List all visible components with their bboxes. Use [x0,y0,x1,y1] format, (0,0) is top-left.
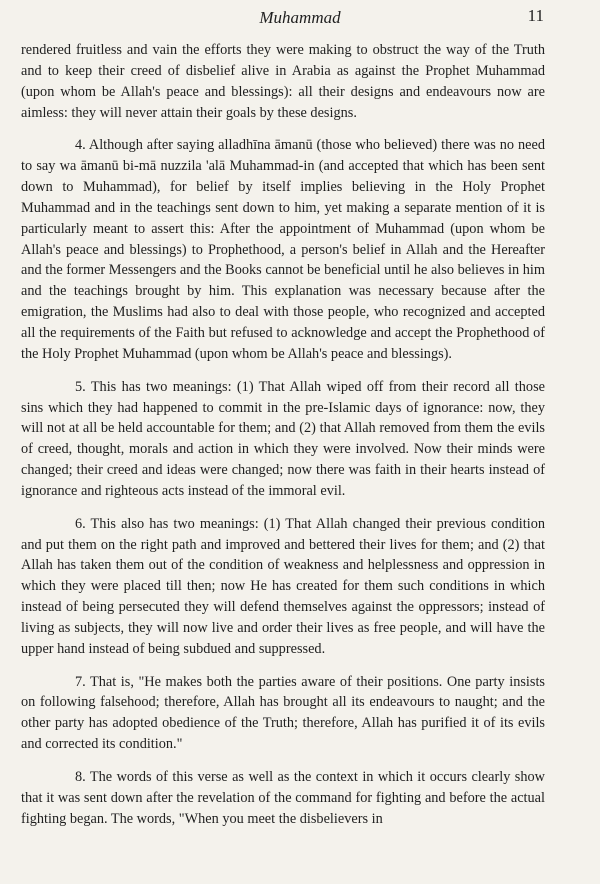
paragraph-continuation: rendered fruitless and vain the efforts they were making to obstruct the way of the Truth and to keep their creed of disbelief alive in Arabia as against the Prophet Muhammad (upon whom be Allah's peace and blessings): all their designs and endeavours now are aimless: they will never attain their goals by these designs. [21,42,545,121]
note-4-paragraph: 4. Although after saying alladhīna āmanū (those who believed) there was no need to say wa āmanū bi-mā nuzzila 'alā Muhammad-in (and accepted that which has been sent down to Muhammad), for belief by itself implies believing in the Holy Prophet Muhammad and in the teachings sent down to him, yet making a separate mention of it is particularly meant to assert this: After the appointment of Muhammad (upon whom be Allah's peace and blessings) to Prophethood, a person's belief in Allah and the Hereafter and the former Messengers and the Books cannot be beneficial until he also believes in him and the teachings brought by him. This explanation was necessary because after the emigration, the Muslims had also to deal with those people, who recognized and accepted all the requirements of the Faith but refused to acknowledge and accept the Prophethood of the Holy Prophet Muhammad (upon whom be Allah's peace and blessings). [21,137,545,362]
note-7-paragraph: 7. That is, "He makes both the parties aware of their positions. One party insists on following falsehood; therefore, Allah has brought all its endeavours to naught; and the other party has adopted obedience of the Truth; therefore, Allah has purified it of its evils and corrected its condition." [21,673,545,753]
note-8-paragraph: 8. The words of this verse as well as the context in which it occurs clearly show that it was sent down after the revelation of the command for fighting and before the actual fighting began. The words, "When you meet the disbelievers in [21,769,545,827]
note-5-paragraph: 5. This has two meanings: (1) That Allah wiped off from their record all those sins which they had happened to commit in the pre-Islamic days of ignorance: now, they will not at all be held accountable for them; and (2) that Allah removed from them the evils of creed, thought, morals and action in which they were involved. Now their minds were changed; their creed and ideas were changed; now there was faith in their hearts instead of ignorance and righteous acts instead of the immoral evil. [21,378,545,499]
page-number: 11 [527,6,544,25]
note-6-paragraph: 6. This also has two meanings: (1) That Allah changed their previous condition and put them on the right path and improved and bettered their lives for them; and (2) that Allah has taken them out of the condition of weakness and helplessness and oppression in which they were placed till then; now He has created for them such conditions in which instead of being persecuted they will defend themselves against the oppressors; instead of living as subjects, they will now live and order their lives as free people, and will have the upper hand instead of being subdued and suppressed. [21,515,545,657]
running-head [0,6,600,32]
running-title: Muhammad [259,8,341,27]
body-text [21,40,545,830]
